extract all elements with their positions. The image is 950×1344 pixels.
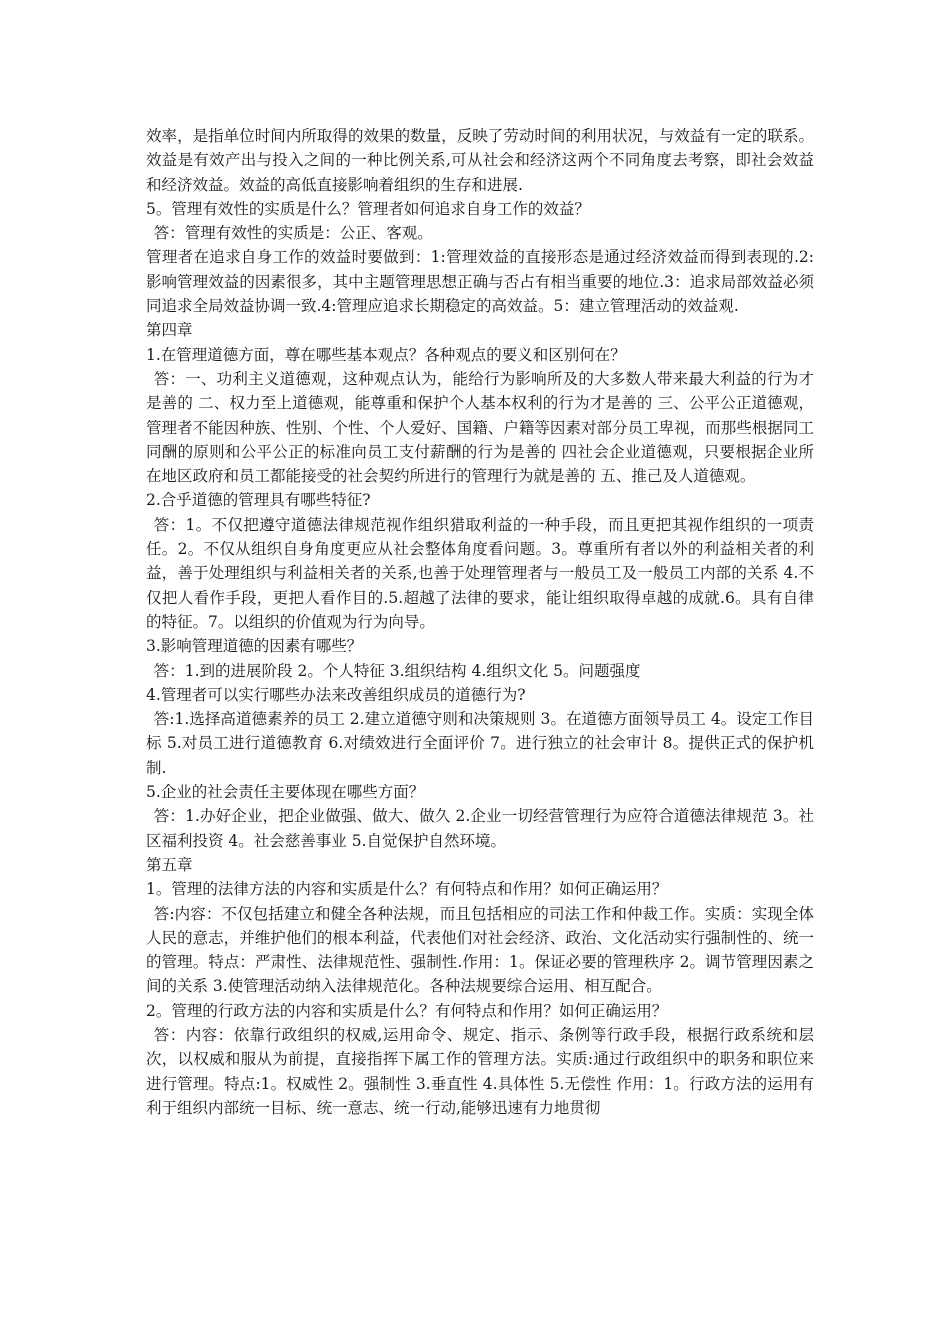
question-ch4-4: 4.管理者可以实行哪些办法来改善组织成员的道德行为?: [146, 685, 526, 704]
answer-ch4-5: 答：1.办好企业，把企业做强、做大、做久 2.企业一切经营管理行为应符合道德法律规范 3。社区福利投资 4。社会慈善事业 5.自觉保护自然环境。: [146, 807, 814, 850]
question-ch5-1: 1。管理的法律方法的内容和实质是什么？有何特点和作用？如何正确运用？: [146, 880, 668, 899]
answer-ch5-1: 答:内容：不仅包括建立和健全各种法规，而且包括相应的司法工作和仲裁工作。实质：实现全体人民的意志，并维护他们的根本利益，代表他们对社会经济、政治、文化活动实行强制性的、统一的管理。特点：严肃性、法律规范性、强制性.作用：1。保证必要的管理秩序 2。调节管理因素之间的关系 3.使管理活动纳入法律规范化。各种法规要综合运用、相互配合。: [146, 904, 814, 996]
question-ch4-5: 5.企业的社会责任主要体现在哪些方面？: [146, 783, 425, 802]
chapter-4-heading: 第四章: [146, 321, 193, 340]
answer-5-essence: 答：管理有效性的实质是：公正、客观。: [153, 224, 433, 243]
answer-ch4-3: 答：1.到的进展阶段 2。个人特征 3.组织结构 4.组织文化 5。问题强度: [153, 661, 641, 680]
question-5-management-effectiveness: 5。管理有效性的实质是什么？管理者如何追求自身工作的效益？: [146, 199, 590, 218]
answer-ch4-4: 答:1.选择高道德素养的员工 2.建立道德守则和决策规则 3。在道德方面领导员工 4。设定工作目标 5.对员工进行道德教育 6.对绩效进行全面评价 7。进行独立的社会审计 8。提供正式的保护机制.: [146, 710, 814, 777]
answer-ch4-2: 答：1。不仅把遵守道德法律规范视作组织猎取利益的一种手段，而且更把其视作组织的一项责任。2。不仅从组织自身角度更应从社会整体角度看问题。3。尊重所有者以外的利益相关者的利益，善于处理组织与利益相关者的关系,也善于处理管理者与一般员工及一般员工内部的关系 4.不仅把人看作手段，更把人看作目的.5.超越了法律的要求，能让组织取得卓越的成就.6。具有自律的特征。7。以组织的价值观为行为向导。: [146, 515, 814, 631]
question-ch4-1: 1.在管理道德方面，尊在哪些基本观点？各种观点的要义和区别何在？: [146, 345, 626, 364]
answer-ch4-1: 答：一、功利主义道德观，这种观点认为，能给行为影响所及的大多数人带来最大利益的行为才是善的 二、权力至上道德观，能尊重和保护个人基本权利的行为才是善的 三、公平公正道德观，管理者不能因种族、性别、个性、个人爱好、国籍、户籍等因素对部分员工卑视，而那些根据同工同酬的原则和公平公正的标准向员工支付薪酬的行为是善的 四社会企业道德观，只要根据企业所在地区政府和员工都能接受的社会契约所进行的管理行为就是善的 五、推己及人道德观。: [146, 369, 814, 486]
document-body: [146, 124, 814, 1120]
paragraph-manager-efficiency: 管理者在追求自身工作的效益时要做到：1:管理效益的直接形态是通过经济效益而得到表现的.2:影响管理效益的因素很多，其中主题管理思想正确与否占有相当重要的地位.3：追求局部效益必须同追求全局效益协调一致.4:管理应追求长期稳定的高效益。5：建立管理活动的效益观.: [146, 248, 814, 316]
paragraph-efficiency-definition: 效率，是指单位时间内所取得的效果的数量，反映了劳动时间的利用状况，与效益有一定的联系。效益是有效产出与投入之间的一种比例关系,可从社会和经济这两个不同角度去考察，即社会效益和经济效益。效益的高低直接影响着组织的生存和进展.: [146, 127, 814, 194]
answer-ch5-2: 答：内容：依靠行政组织的权威,运用命令、规定、指示、条例等行政手段，根据行政系统和层次，以权威和服从为前提，直接指挥下属工作的管理方法。实质:通过行政组织中的职务和职位来进行管理。特点:1。权威性 2。强制性 3.垂直性 4.具体性 5.无偿性 作用：1。行政方法的运用有利于组织内部统一目标、统一意志、统一行动,能够迅速有力地贯彻: [146, 1025, 814, 1117]
question-ch4-2: 2.合乎道德的管理具有哪些特征?: [146, 491, 371, 510]
question-ch5-2: 2。管理的行政方法的内容和实质是什么？有何特点和作用？如何正确运用？: [146, 1001, 668, 1020]
question-ch4-3: 3.影响管理道德的因素有哪些？: [146, 637, 363, 656]
chapter-5-heading: 第五章: [146, 855, 193, 874]
